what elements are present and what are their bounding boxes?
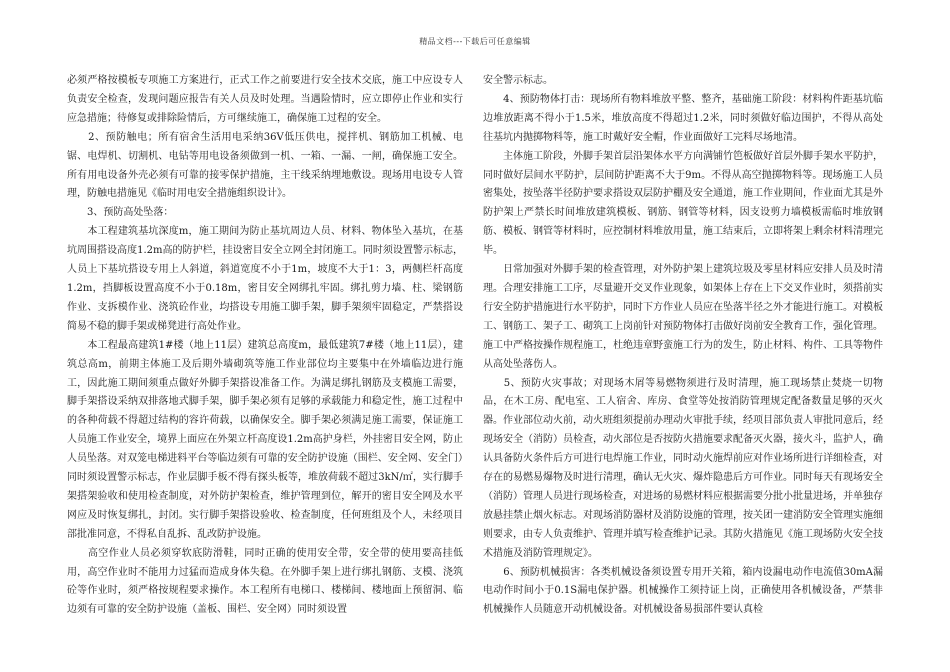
page-header: 精品文档---下载后可任意编辑 <box>419 37 531 46</box>
paragraph: 5、预防火灾事故；对现场木屑等易燃物须进行及时清理，施工现场禁止焚烧一切物品，在木工房、配电室、工人宿舍、库房、食堂等处按消防管理规定配备数量足够的灭火器。作业部位动火前，动火班组须提前办理动火审批手续，经项目部负责人审批同意后，经现场安全（消防）员检查，动火部位是否按防火措施要求配备灭火器，接火斗，监护人，确认具备防火条件后方可进行电焊施工作业，同时动火施焊前应对作业场所进行详细检查，对存在的易燃易爆物及时进行清理，确认无火灾、爆炸隐患后方可作业。同时每天有现场安全（消防）管理人员进行现场检查，对进场的易燃材料应根据需要分批小批量进场，并单独存放悬挂禁止烟火标志。对现场消防器材及消防设施的管理，按关团一建消防安全管理实施细则要求，由专人负责维护、管理并填写检查维护记录。其防火措施见《施工现场防火安全技术措施及消防管理规定》。 <box>483 377 883 559</box>
paragraph: 日常加强对外脚手架的检查管理，对外防护架上建筑垃圾及零星材料应安排人员及时清理。合理安排施工工序，尽量避开交叉作业现象，如架体上存在上下交叉作业时，须搭前实行安全防护措施进行水平防护，同时下方作业人员应在坠落半径之外才能进行施工。对模板工、钢筋工、架子工、砌筑工上岗前针对预防物体打击做好岗前安全教育工作，强化管理。施工中严格按操作规程施工，杜绝违章野蛮施工行为的发生，防止材料、构件、工具等物件从高处坠落伤人。 <box>483 264 883 370</box>
paragraph: 6、预防机械损害：各类机械设备须设置专用开关箱，箱内设漏电动作电流值30mA漏电动作时间小于0.1S漏电保护器。机械操作工须持证上岗，正确使用各机械设备，严禁非机械操作人员随意开动机械设备。对机械设备易损部件要认真检 <box>483 566 883 616</box>
paragraph: 本工程建筑基坑深度m，施工期间为防止基坑周边人员、材料、物体坠入基坑，在基坑周围搭设高度1.2m高的防护栏，挂设密目安全立网全封闭施工。同时须设置警示标志，人员上下基坑搭设专用上人斜道，斜道宽度不小于1m，坡度不大于1：3，两侧栏杆高度1.2m，挡脚板设置高度不小于0.18m，密目安全网绑扎牢固。绑扎剪力墙、柱、梁钢筋作业、支拆模作业、浇筑砼作业，均搭设专用施工脚手架，脚手架须牢固稳定，严禁搭设简易不稳的脚手架或梯凳进行高处作业。 <box>67 226 463 332</box>
paragraph: 2、预防触电；所有宿舍生活用电采纳36V低压供电，搅拌机、钢筋加工机械、电锯、电焊机、切割机、电钻等用电设备须做到一机、一箱、一漏、一闸，确保施工安全。所有用电设备外壳必须有可靠的接零保护措施，主干线采纳埋地敷设。现场用电设专人管理，防触电措施见《临时用电安全措施组织设计》。 <box>67 131 463 200</box>
paragraph: 必须严格按模板专项施工方案进行，正式工作之前要进行安全技术交底，施工中应设专人负责安全检查，发现问题应报告有关人员及时处理。当遇险情时，应立即停止作业和实行应急措施；待修复或排除险情后，方可继续施工，确保施工过程的安全。 <box>67 75 463 124</box>
paragraph: 安全警示标志。 <box>483 75 553 86</box>
paragraph: 本工程最高建筑1#楼（地上11层）建筑总高度m，最低建筑7#楼（地上11层），建筑总高m，前期主体施工及后期外墙砌筑等施工作业部位均主要集中在外墙临边进行施工，因此施工期间须重点做好外脚手架搭设准备工作。为满足绑扎钢筋及支模施工需要，脚手架搭设采纳双排落地式脚手架，脚手架必须有足够的承载能力和稳定性，施工过程中的各种荷载不得超过结构的容许荷载，以确保安全。脚手架必须满足施工需要，保证施工人员施工作业安全，境界上面应在外架立杆高度设1.2m高护身栏，外挂密目安全网，防止人员坠落。对双笼电梯进料平台等临边须有可靠的安全防护设施（围栏、安全网、安全门）同时须设置警示标志，作业层脚手板不得有探头板等，堆放荷载不超过3kN/㎡，实行脚手架搭架验收和使用检查制度，对外防护架检查，维护管理到位，解开的密目安全网及水平网应及时恢复绑扎，封闭。实行脚手架搭设验收、检查制度，任何班组及个人，未经项目部批准同意，不得私自乱拆、乱改防护设施。 <box>67 339 463 540</box>
paragraph: 高空作业人员必须穿软底防滑鞋，同时正确的使用安全带，安全带的使用要高挂低用，高空作业时不能用力过猛而造成身体失稳。在外脚手架上进行绑扎钢筋、支模、浇筑砼等作业时，须严格按规程要求操作。本工程所有电梯口、楼梯间、楼地面上预留洞、临边须有可靠的安全防护设施（盖板、围栏、安全网）同时须设置 <box>67 547 463 616</box>
paragraph: 4、预防物体打击：现场所有物料堆放平整、整齐，基础施工阶段：材料构件距基坑临边堆放距离不得小于1.5米，堆放高度不得超过1.2米，同时须做好临边围护，不得从高处往基坑内抛掷物料等，施工时戴好安全帽，作业面做好工完料尽场地清。 <box>483 93 883 143</box>
right-column <box>483 72 883 620</box>
paragraph: 3、预防高处坠落： <box>67 207 174 219</box>
left-column <box>67 72 463 620</box>
paragraph: 主体施工阶段，外脚手架首层沿架体水平方向满铺竹笆板做好首层外脚手架水平防护，同时做好层间水平防护，层间防护距离不大于9m。不得从高空抛掷物料等。现场施工人员密集处，按坠落半径防护要求搭设双层防护棚及安全通道，施工作业期间，作业面尤其是外防护架上严禁长时间堆放建筑模板、钢筋、钢管等材料，因支设剪力墙模板需临时堆放钢筋、模板、钢管等材料时，应控制材料堆放用量，施工结束后，立即将架上剩余材料清理完毕。 <box>483 150 883 257</box>
